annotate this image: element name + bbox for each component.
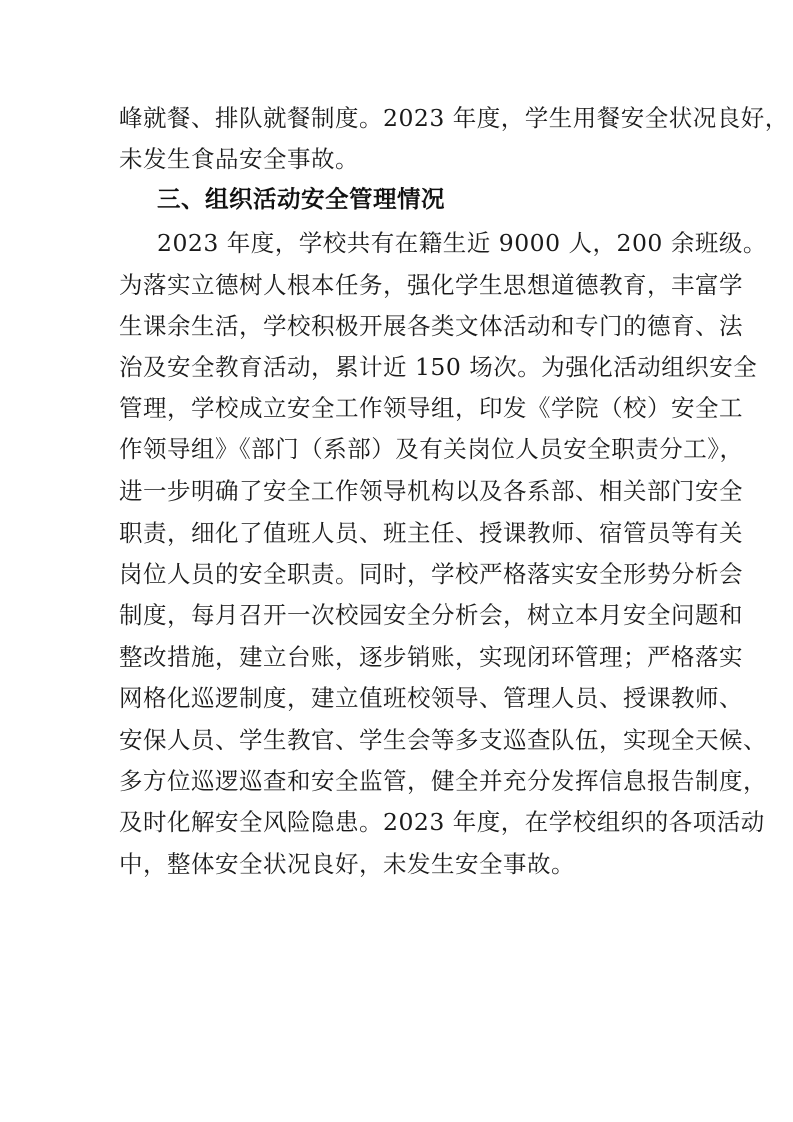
body-text-line: 管理，学校成立安全工作领导组，印发《学院（校）安全工 [119, 394, 743, 422]
section-heading: 三、组织活动安全管理情况 [157, 185, 445, 213]
body-text-line: 进一步明确了安全工作领导机构以及各系部、相关部门安全 [119, 477, 743, 505]
body-text-line: 作领导组》《部门（系部）及有关岗位人员安全职责分工》， [119, 435, 744, 463]
body-text-line: 未发生食品安全事故。 [119, 145, 359, 173]
body-text-line: 整改措施，建立台账，逐步销账，实现闭环管理；严格落实 [119, 643, 743, 671]
body-text-line: 为落实立德树人根本任务，强化学生思想道德教育，丰富学 [119, 271, 743, 299]
body-text-line: 安保人员、学生教官、学生会等多支巡查队伍，实现全天候、 [119, 726, 767, 754]
body-text-line: 及时化解安全风险隐患。2023 年度，在学校组织的各项活动 [119, 808, 765, 836]
body-text-line: 岗位人员的安全职责。同时，学校严格落实安全形势分析会 [119, 560, 743, 588]
body-text-line: 峰就餐、排队就餐制度。2023 年度，学生用餐安全状况良好， [119, 104, 789, 132]
body-text-line: 网格化巡逻制度，建立值班校领导、管理人员、授课教师、 [119, 684, 743, 712]
body-text-line: 制度，每月召开一次校园安全分析会，树立本月安全问题和 [119, 601, 743, 629]
body-text-line: 2023 年度，学校共有在籍生近 9000 人，200 余班级。 [157, 229, 767, 257]
body-text-line: 生课余生活，学校积极开展各类文体活动和专门的德育、法 [119, 312, 743, 340]
body-text-line: 治及安全教育活动，累计近 150 场次。为强化活动组织安全 [119, 353, 758, 381]
body-text-line: 多方位巡逻巡查和安全监管，健全并充分发挥信息报告制度， [119, 767, 767, 795]
body-text-line: 职责，细化了值班人员、班主任、授课教师、宿管员等有关 [119, 519, 743, 547]
body-text-line: 中，整体安全状况良好，未发生安全事故。 [119, 850, 575, 878]
